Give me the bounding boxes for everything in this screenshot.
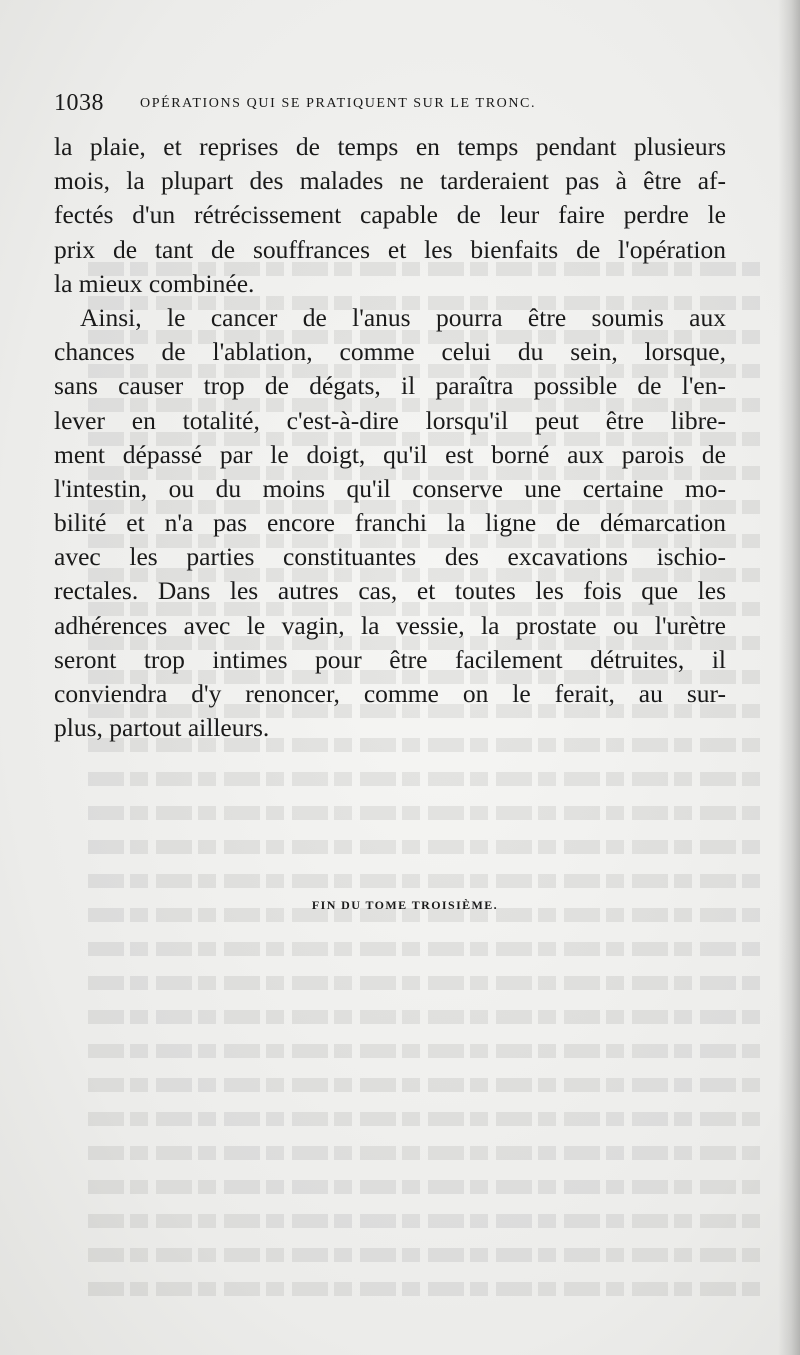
text-line: bilité et n'a pas encore franchi la ligne de démarcation [54, 508, 726, 538]
text-line: la mieux combinée. [54, 268, 255, 298]
text-line: la plaie, et reprises de temps en temps pendant plusieurs [54, 132, 726, 161]
text-line: sans causer trop de dégats, il paraîtra possible de l'en- [54, 371, 726, 401]
text-line: adhérences avec le vagin, la vessie, la prostate ou l'urètre [54, 610, 726, 640]
text-line: mois, la plupart des malades ne tarderaient pas à être af- [54, 166, 726, 196]
page-edge-shadow [778, 0, 800, 1355]
text-line: seront trop intimes pour être facilement détruites, il [54, 644, 726, 674]
end-of-volume-note: FIN DU TOME TROISIÈME. [311, 898, 499, 912]
text-line: avec les parties constituantes des excavations ischio- [54, 542, 726, 572]
paragraph-1 [54, 130, 726, 301]
text-line: conviendra d'y renoncer, comme on le ferait, au sur- [54, 679, 726, 708]
text-line: ment dépassé par le doigt, qu'il est borné aux parois de [54, 439, 726, 469]
text-line: lever en totalité, c'est-à-dire lorsqu'il peut être libre- [54, 405, 726, 435]
text-line: rectales. Dans les autres cas, et toutes les fois que les [54, 576, 726, 606]
text-line: plus, partout ailleurs. [54, 713, 270, 743]
running-title: OPÉRATIONS QUI SE PRATIQUENT SUR LE TRONC. [140, 96, 537, 111]
running-header [54, 90, 694, 120]
body-text [54, 130, 726, 745]
text-line: prix de tant de souffrances et les bienfaits de l'opération [54, 234, 726, 264]
page-number: 1038 [54, 90, 104, 116]
text-line: fectés d'un rétrécissement capable de leur faire perdre le [54, 200, 726, 230]
text-line: chances de l'ablation, comme celui du sein, lorsque, [54, 337, 726, 367]
text-line: Ainsi, le cancer de l'anus pourra être soumis aux [80, 302, 726, 332]
text-line: l'intestin, ou du moins qu'il conserve une certaine mo- [54, 473, 726, 503]
paragraph-2 [54, 301, 726, 745]
